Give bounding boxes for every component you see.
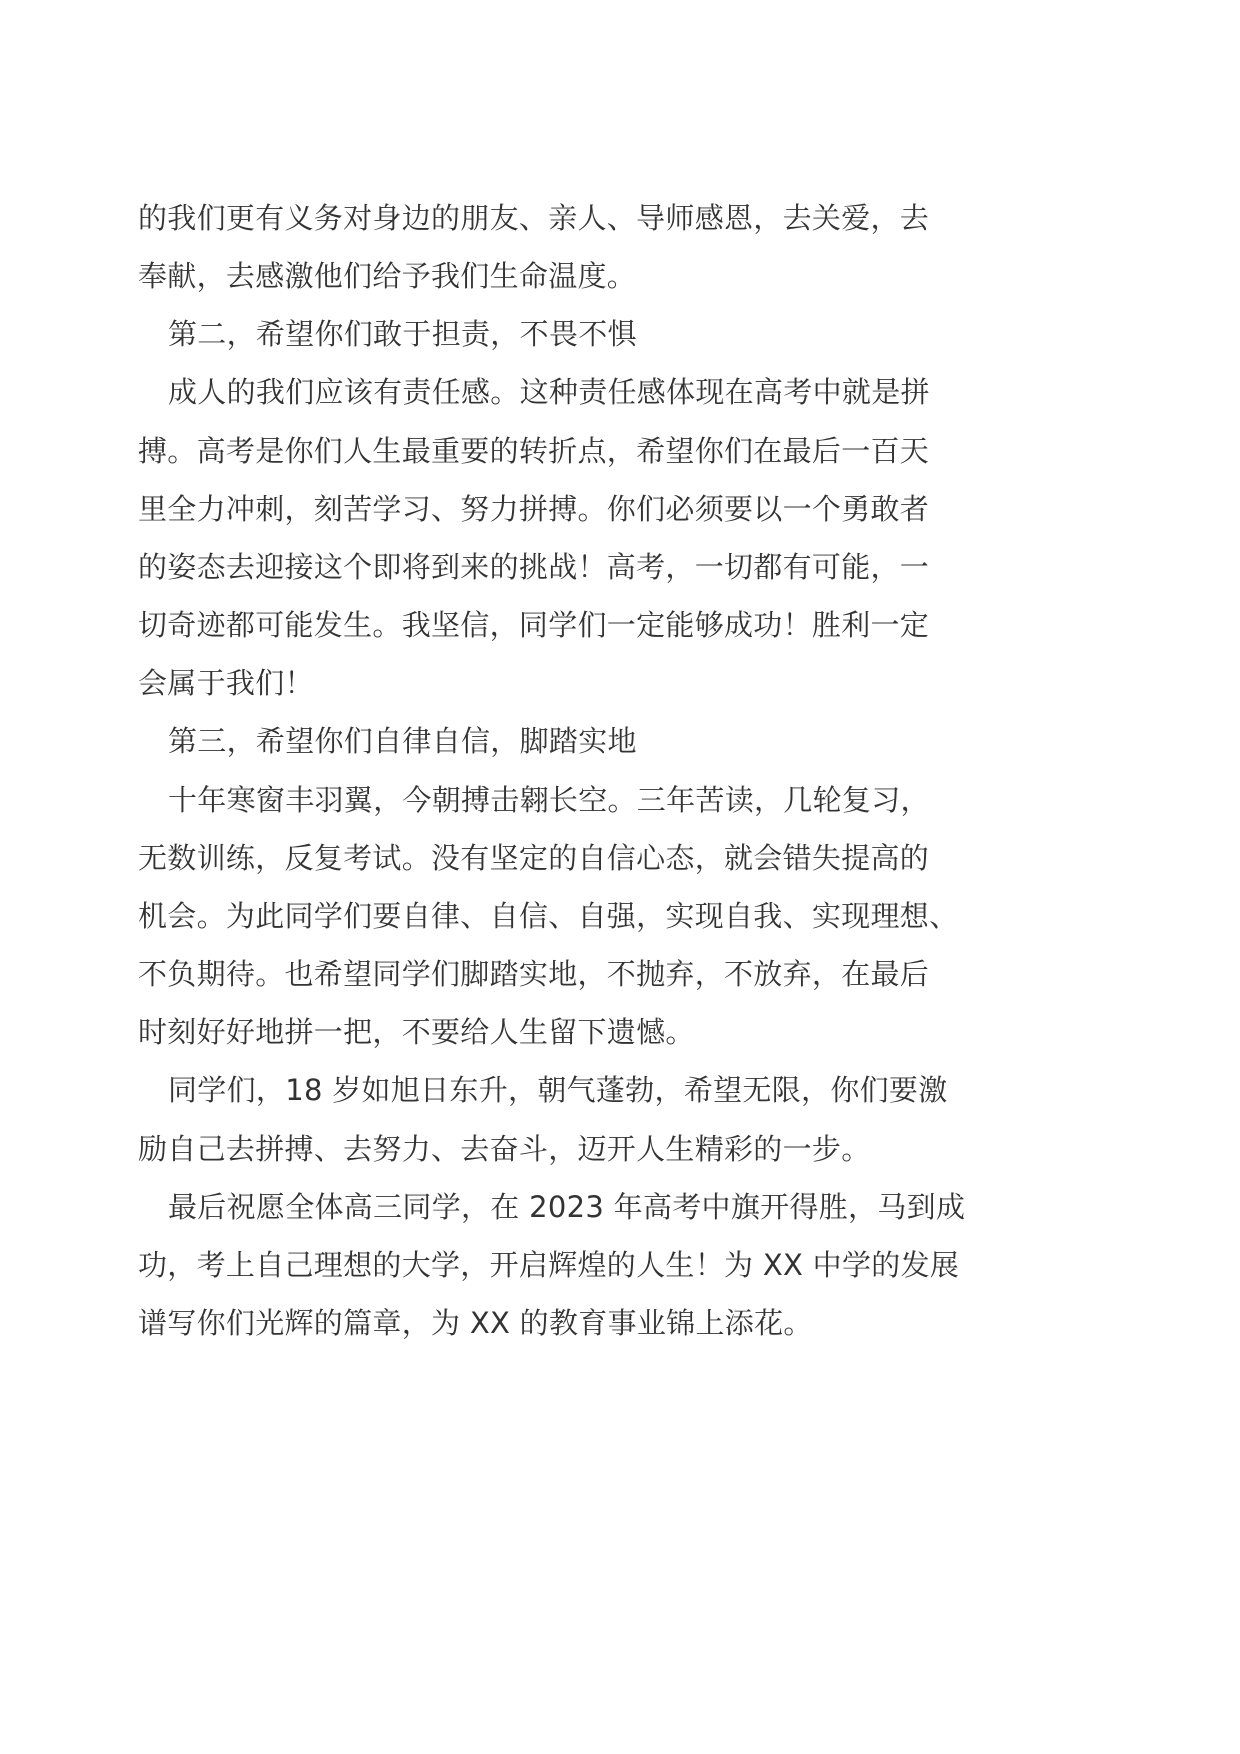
paragraph-line: 同学们，18 岁如旭日东升，朝气蓬勃，希望无限，你们要激 — [168, 1073, 948, 1108]
paragraph-line: 不负期待。也希望同学们脚踏实地，不抛弃，不放弃，在最后 — [138, 957, 930, 992]
paragraph-line: 搏。高考是你们人生最重要的转折点，希望你们在最后一百天 — [138, 433, 930, 468]
paragraph-line: 的我们更有义务对身边的朋友、亲人、导师感恩，去关爱，去 — [138, 201, 930, 235]
section-heading: 第三，希望你们自律自信，脚踏实地 — [168, 724, 637, 759]
paragraph-line: 谱写你们光辉的篇章，为 XX 的教育事业锦上添花。 — [138, 1306, 813, 1341]
paragraph-line: 功，考上自己理想的大学，开启辉煌的人生！为 XX 中学的发展 — [138, 1247, 960, 1282]
paragraph-line: 会属于我们！ — [138, 666, 314, 701]
paragraph-line: 时刻好好地拼一把，不要给人生留下遗憾。 — [138, 1015, 695, 1050]
paragraph-line: 最后祝愿全体高三同学，在 2023 年高考中旗开得胜，马到成 — [168, 1189, 966, 1224]
paragraph-line: 励自己去拼搏、去努力、去奋斗，迈开人生精彩的一步。 — [138, 1131, 871, 1166]
paragraph-line: 成人的我们应该有责任感。这种责任感体现在高考中就是拼 — [168, 375, 930, 410]
paragraph-line: 机会。为此同学们要自律、自信、自强，实现自我、实现理想、 — [138, 898, 959, 933]
paragraph-line: 的姿态去迎接这个即将到来的挑战！高考，一切都有可能，一 — [138, 549, 930, 584]
paragraph-line: 里全力冲刺，刻苦学习、努力拼搏。你们必须要以一个勇敢者 — [138, 491, 930, 526]
paragraph-line: 十年寒窗丰羽翼，今朝搏击翱长空。三年苦读，几轮复习， — [168, 782, 930, 817]
section-heading: 第二，希望你们敢于担责，不畏不惧 — [168, 317, 637, 352]
paragraph-line: 切奇迹都可能发生。我坚信，同学们一定能够成功！胜利一定 — [138, 608, 930, 643]
paragraph-line: 奉献，去感激他们给予我们生命温度。 — [138, 259, 637, 294]
paragraph-line: 无数训练，反复考试。没有坚定的自信心态，就会错失提高的 — [138, 840, 930, 875]
